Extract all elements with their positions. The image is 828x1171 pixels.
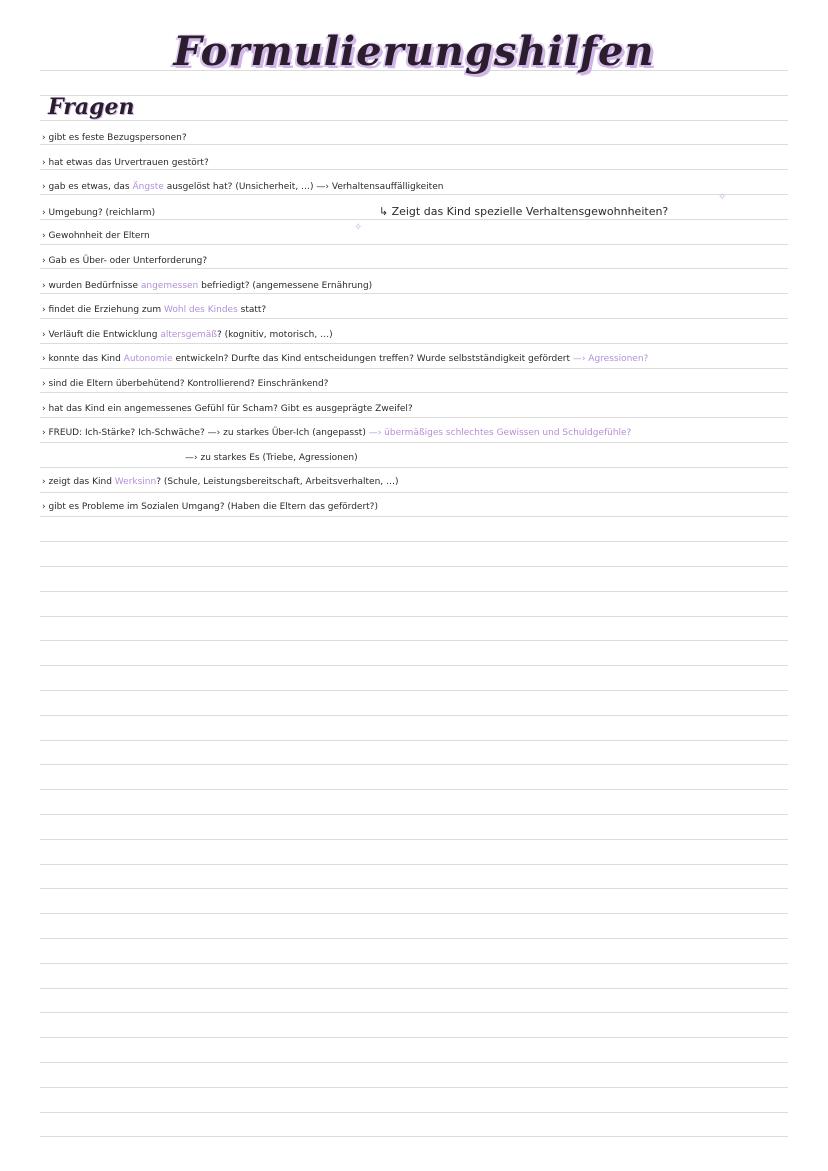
ruled-line xyxy=(40,591,788,592)
page-title: Formulierungshilfen xyxy=(173,28,655,75)
ruled-line xyxy=(40,343,788,344)
note-line xyxy=(42,476,782,488)
ruled-line xyxy=(40,95,788,96)
ruled-line xyxy=(40,690,788,691)
ruled-line xyxy=(40,1037,788,1038)
note-text: › Gewohnheit der Eltern xyxy=(42,231,150,242)
note-text: › zeigt das Kind xyxy=(42,477,115,488)
ruled-line xyxy=(40,1136,788,1137)
note-text: › konnte das Kind xyxy=(42,354,124,365)
ruled-line xyxy=(40,640,788,641)
note-text: › Umgebung? (reichlarm) xyxy=(42,207,156,218)
note-line xyxy=(42,206,782,219)
sparkle-icon: ✧ xyxy=(354,222,363,233)
ruled-line xyxy=(40,1062,788,1063)
ruled-line xyxy=(40,988,788,989)
note-line xyxy=(42,255,782,267)
note-line xyxy=(42,353,782,365)
note-text: befriedigt? (angemessene Ernährung) xyxy=(198,280,373,291)
sparkle-icon: ✧ xyxy=(718,192,727,203)
note-text: › Verläuft die Entwicklung xyxy=(42,329,161,340)
note-text: entwickeln? Durfte das Kind entscheidungen treffen? Wurde selbstständigkeit gefördert xyxy=(172,354,573,365)
ruled-line xyxy=(40,368,788,369)
highlighted-term: angemessen xyxy=(140,280,199,291)
highlighted-term: —› Agressionen? xyxy=(572,354,649,365)
ruled-line xyxy=(40,219,788,220)
ruled-line xyxy=(40,194,788,195)
note-text: › gibt es feste Bezugspersonen? xyxy=(42,133,187,143)
note-text: › gibt es Probleme im Sozialen Umgang? (Haben die Eltern das gefördert?) xyxy=(42,502,378,512)
note-line xyxy=(42,501,782,513)
ruled-line xyxy=(40,888,788,889)
note-line xyxy=(42,230,782,242)
ruled-line xyxy=(40,864,788,865)
note-line xyxy=(42,452,782,464)
ruled-line xyxy=(40,665,788,666)
ruled-line xyxy=(40,740,788,741)
note-line xyxy=(42,181,782,193)
ruled-line xyxy=(40,417,788,418)
ruled-line xyxy=(40,293,788,294)
ruled-line xyxy=(40,318,788,319)
note-line xyxy=(42,157,782,169)
section-heading: Fragen xyxy=(48,94,135,120)
note-line xyxy=(42,403,782,415)
highlighted-term: Ängste xyxy=(132,182,164,193)
highlighted-term: Autonomie xyxy=(123,354,173,365)
note-line xyxy=(42,329,782,341)
ruled-line xyxy=(40,913,788,914)
note-line xyxy=(42,304,782,316)
note-text: › gab es etwas, das xyxy=(42,182,133,193)
highlighted-term: Werksinn xyxy=(114,477,157,488)
ruled-line xyxy=(40,244,788,245)
note-text: ? (Schule, Leistungsbereitschaft, Arbeitsverhalten, …) xyxy=(156,477,399,488)
note-text: › FREUD: Ich-Stärke? Ich-Schwäche? —› zu starkes Über-Ich (angepasst) xyxy=(42,428,369,439)
ruled-line xyxy=(40,814,788,815)
ruled-line xyxy=(40,839,788,840)
note-line xyxy=(42,427,782,439)
note-text: —› zu starkes Es (Triebe, Agressionen) xyxy=(42,452,358,463)
ruled-line xyxy=(40,1012,788,1013)
ruled-line xyxy=(40,715,788,716)
note-text: ausgelöst hat? (Unsicherheit, …) —› Verhaltensauffälligkeiten xyxy=(163,182,444,193)
ruled-line xyxy=(40,1112,788,1113)
note-line xyxy=(42,280,782,292)
ruled-line xyxy=(40,566,788,567)
ruled-line xyxy=(40,442,788,443)
note-text: › Gab es Über- oder Unterforderung? xyxy=(42,256,208,266)
ruled-line xyxy=(40,492,788,493)
note-line xyxy=(42,132,782,144)
note-text: › hat etwas das Urvertrauen gestört? xyxy=(42,157,209,168)
note-line xyxy=(42,378,782,390)
highlighted-term: Wohl des Kindes xyxy=(163,305,238,316)
note-text: › sind die Eltern überbehütend? Kontrollierend? Einschränkend? xyxy=(42,379,329,389)
ruled-line xyxy=(40,169,788,170)
note-text: › wurden Bedürfnisse xyxy=(42,280,141,291)
ruled-line xyxy=(40,1087,788,1088)
ruled-line xyxy=(40,963,788,964)
ruled-line xyxy=(40,120,788,121)
title-container xyxy=(0,28,828,75)
note-text: ? (kognitiv, motorisch, …) xyxy=(216,329,333,340)
note-text: ↳ Zeigt das Kind spezielle Verhaltensgewohnheiten? xyxy=(155,204,669,218)
ruled-line xyxy=(40,268,788,269)
ruled-line xyxy=(40,467,788,468)
ruled-line xyxy=(40,541,788,542)
ruled-line xyxy=(40,392,788,393)
note-text: › hat das Kind ein angemessenes Gefühl für Scham? Gibt es ausgeprägte Zweifel? xyxy=(42,403,413,414)
ruled-line xyxy=(40,616,788,617)
highlighted-term: —› übermäßiges schlechtes Gewissen und Schuldgefühle? xyxy=(368,428,632,439)
highlighted-term: altersgemäß xyxy=(160,329,217,340)
note-text: › findet die Erziehung zum xyxy=(42,305,164,316)
ruled-line xyxy=(40,938,788,939)
ruled-line xyxy=(40,144,788,145)
note-text: statt? xyxy=(237,305,267,316)
ruled-line xyxy=(40,764,788,765)
ruled-line xyxy=(40,516,788,517)
ruled-line xyxy=(40,789,788,790)
